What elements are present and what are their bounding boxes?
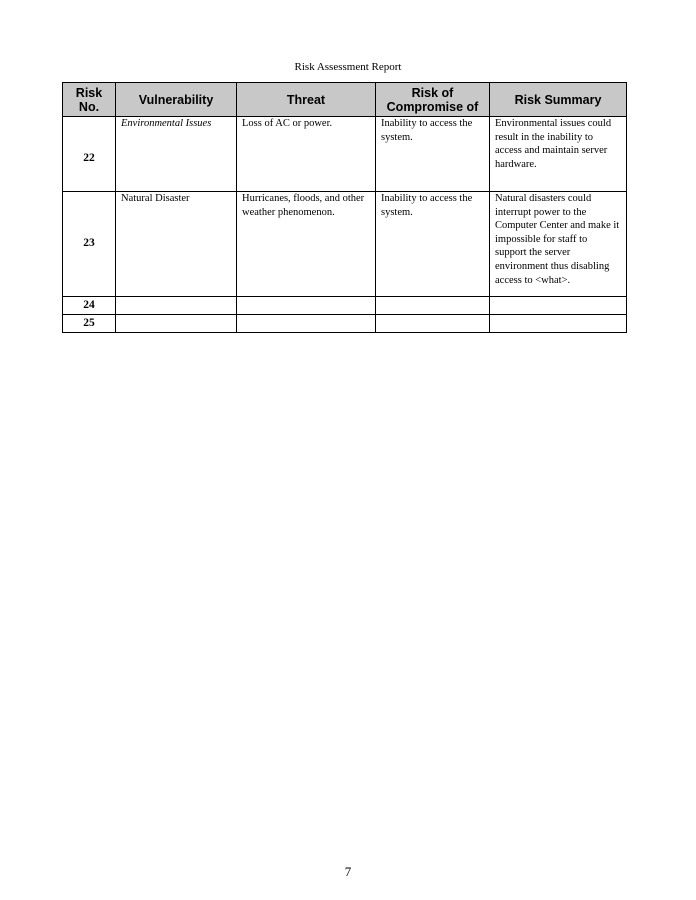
risk-summary-cell <box>490 315 627 333</box>
threat-cell <box>237 315 376 333</box>
risk-summary-cell: Natural disasters could interrupt power to the Computer Center and make it impossible for staff to support the server environment thus disabling access to <what>. <box>490 192 627 297</box>
threat-cell <box>237 297 376 315</box>
document-title: Risk Assessment Report <box>294 61 402 73</box>
risk-of-compromise-cell: Inability to access the system. <box>376 192 490 297</box>
risk-number-cell: 24 <box>63 297 116 315</box>
table-header-row <box>63 83 627 117</box>
risk-of-compromise-cell <box>376 315 490 333</box>
vulnerability-cell <box>116 315 237 333</box>
risk-number-cell: 23 <box>63 192 116 297</box>
threat-cell: Loss of AC or power. <box>237 117 376 192</box>
page-number: 7 <box>344 864 352 879</box>
column-header-risk-no: Risk No. <box>63 83 116 117</box>
table-row <box>63 297 627 315</box>
risk-summary-cell <box>490 297 627 315</box>
table-row <box>63 192 627 297</box>
risk-of-compromise-cell: Inability to access the system. <box>376 117 490 192</box>
risk-assessment-table <box>62 82 627 333</box>
risk-number-cell: 25 <box>63 315 116 333</box>
table-row <box>63 315 627 333</box>
threat-cell: Hurricanes, floods, and other weather phenomenon. <box>237 192 376 297</box>
vulnerability-cell <box>116 297 237 315</box>
risk-summary-cell: Environmental issues could result in the inability to access and maintain server hardware. <box>490 117 627 192</box>
column-header-risk-of-compromise: Risk of Compromise of <box>376 83 490 117</box>
column-header-threat: Threat <box>237 83 376 117</box>
column-header-risk-summary: Risk Summary <box>490 83 627 117</box>
risk-of-compromise-cell <box>376 297 490 315</box>
risk-number-cell: 22 <box>63 117 116 192</box>
column-header-vulnerability: Vulnerability <box>116 83 237 117</box>
vulnerability-cell: Environmental Issues <box>116 117 237 192</box>
table-row <box>63 117 627 192</box>
vulnerability-cell: Natural Disaster <box>116 192 237 297</box>
